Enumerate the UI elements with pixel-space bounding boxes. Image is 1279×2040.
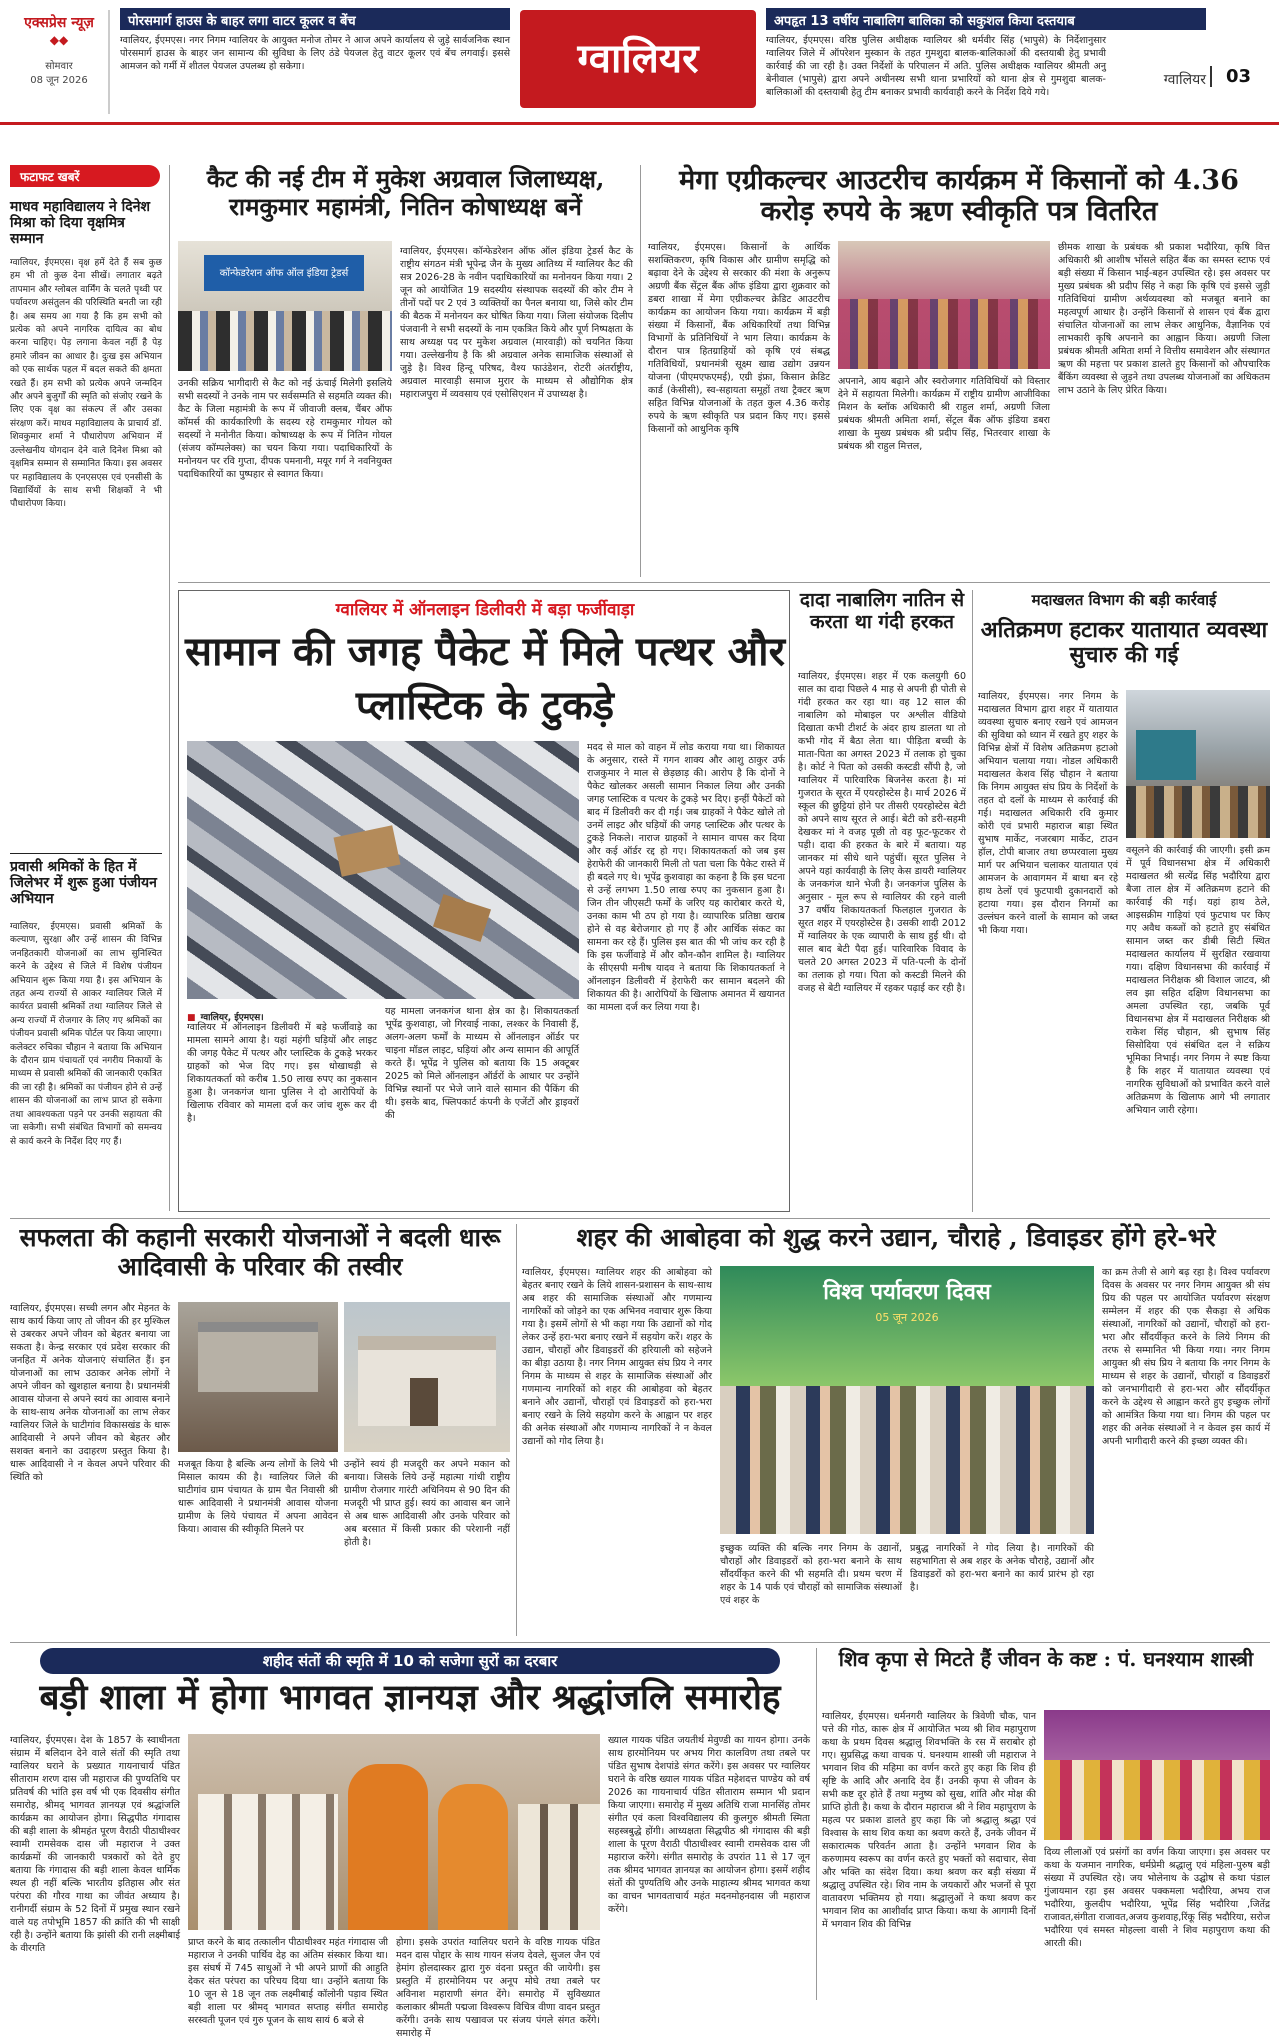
masthead <box>0 0 1279 125</box>
fatafat-item-2-head: प्रवासी श्रमिकों के हित में जिलेभर में शुरू हुआ पंजीयन अभियान <box>10 859 157 908</box>
issue-day: सोमवार <box>45 61 73 72</box>
mega-text-1: ग्वालियर, ईएमएस। किसानों के आर्थिक सशक्तिकरण, कृषि विकास और ग्रामीण समृद्धि को बढ़ावा देने के उद्देश्य से सरकार की मंशा के अनुरूप अग्रणी बैंक सेंट्रल बैंक ऑफ इंडिया द्वारा शुक्रवार को डबरा शाखा में मेगा एग्रीकल्चर क्रेडिट आउटरीच कार्यक्रम का आयोजन किया गया। कार्यक्रम में बड़ी संख्या में किसानों, बैंक अधिकारियों तथा विभिन्न विभागों के प्रतिनिधियों ने भाग लिया। कार्यक्रम के दौरान पात्र हितग्राहियों को कृषि एवं संबद्ध गतिविधियों, प्रधानमंत्री सूक्ष्म खाद्य उद्योग उन्नयन योजना (पीएमएफएमई), एग्री इंफ्रा, किसान क्रेडिट कार्ड (केसीसी), स्व-सहायता समूहों तथा ट्रैक्टर ऋण सहित विभिन्न योजनाओं के तहत कुल 4.36 करोड़ रुपये के ऋण स्वीकृति पत्र प्रदान किए गए। इससे किसानों को आधुनिक कृषि <box>648 242 830 435</box>
shehar-story <box>522 1224 1270 1636</box>
crowd-icon <box>838 299 1050 369</box>
safalta-story <box>10 1224 510 1636</box>
fraud-caption: ग्वालियर, ईएमएस। <box>200 1013 264 1023</box>
masthead-divider <box>108 10 110 114</box>
encroach-photo <box>1126 690 1270 838</box>
vertical-rule-4 <box>816 1648 817 2000</box>
shiv-story <box>822 1648 1270 2000</box>
mega-text-3: छीमक शाखा के प्रबंधक श्री प्रकाश भदौरिया, कृषि वित्त अधिकारी श्री आशीष भोंसले सहित बैंक का समस्त स्टाफ एवं बड़ी संख्या में किसान भाई-बहन उपस्थित रहे। इस अवसर पर मुख्य प्रबंधक श्री प्रदीप सिंह ने कहा कि कृषि एवं इससे जुड़ी गतिविधियां ग्रामीण अर्थव्यवस्था को मजबूत बनाने का महत्वपूर्ण आधार है। उन्होंने किसानों से शासन एवं बैंक द्वारा संचालित योजनाओं का लाभ लेकर आधुनिक, वैज्ञानिक एवं लाभकारी कृषि अपनाने का आह्वान किया। अग्रणी जिला प्रबंधक श्रीमती अमिता शर्मा ने वित्तीय समावेशन और संस्थागत ऋण की महत्ता पर प्रकाश डालते हुए किसानों को औपचारिक बैंकिंग व्यवस्था से जुड़ने तथा उपलब्ध योजनाओं का अधिकतम लाभ उठाने के लिए प्रेरित किया। <box>1058 242 1270 396</box>
cait-story <box>178 165 633 577</box>
fraud-photo <box>187 741 579 999</box>
shiv-text-2: दिव्य लीलाओं एवं प्रसंगों का वर्णन किया जाएगा। इस अवसर पर कथा के यजमान नागरिक, धर्मप्रेमी श्रद्धालु एवं महिला-पुरुष बड़ी संख्या में उपस्थित रहे। जय भोलेनाथ के उद्घोष से कथा पंडाल गुंजायमान रहा इस अवसर पक्कमला भदौरिया, अभय राज भदौरिया, कुलदीप भदौरिया, भूपेंद्र सिंह भदौरिया ,जितेंद्र राजावत,संगीता राजावत,अजय कुशवाह,रिंकू सिंह भदौरिया, सरोज भदौरिया एवं समस्त मोहल्ला वासी ने शिव महापुराण कथा की आरती की। <box>1044 1847 1270 1949</box>
shehar-text-3: प्रबुद्ध नागरिकों ने गोद लिया है। नागरिकों की सहभागिता से अब शहर के अनेक चौराहे, उद्यानों और डिवाइडरों को हरा-भरा बनाने का कार्य प्रारंभ हो रहा है। <box>910 1543 1094 1593</box>
people-icon <box>1044 1760 1270 1840</box>
shehar-text-1: ग्वालियर, ईएमएस। ग्वालियर शहर की आबोहवा को बेहतर बनाए रखने के लिये शासन-प्रशासन के साथ-साथ अब शहर की सामाजिक संस्थाओं और गणमान्य नागरिकों को जोड़ने का एक अभिनव नवाचार शुरू किया गया है। इसमें लोगों से भी कहा गया कि उद्यानों को गोद लेकर उन्हें हरा-भरा बनाए रखने में सहयोग करें। शहर के उद्यान, चौराहों और डिवाइडरों की हरियाली को सहेजने का बीड़ा उठाया है। नगर निगम आयुक्त संघ प्रिय ने नगर निगम के माध्यम से शहर के सामाजिक संस्थाओं और गणमान्य नागरिकों को शहर की आबोहवा को बेहतर बनाने और उद्यानों, चौराहों एवं डिवाइडरों को हरा-भरा बनाए रखने के लिये सहयोग करने के आह्वान पर शहर की अनेक संस्थाओं और गणमान्य नागरिकों ने न केवल उद्यानों को गोद लिया है। <box>522 1267 712 1447</box>
mega-text-2: अपनाने, आय बढ़ाने और स्वरोजगार गतिविधियों को विस्तार देने में सहायता मिलेगी। कार्यक्रम में राष्ट्रीय ग्रामीण आजीविका मिशन के ब्लॉक अधिकारी श्री राहुल शर्मा, अग्रणी जिला प्रबंधक श्रीमती अमिता शर्मा, सेंट्रल बैंक ऑफ इंडिया डबरा शाखा के मुख्य प्रबंधक श्री प्रदीप सिंह, भितरवार शाखा के प्रबंधक श्री राहुल मित्तल, <box>838 376 1050 452</box>
bhagwat-story <box>10 1648 810 2039</box>
top-right-story <box>766 8 1206 116</box>
fraud-text-3: मदद से माल को वाहन में लोड कराया गया था। शिकायत के अनुसार, रास्ते में गगन शाक्य और आशु ठाकुर उर्फ राजकुमार ने माल से छेड़छाड़ की। आरोप है कि दोनों ने पैकेट खोलकर असली सामान निकाल लिया और उनकी जगह प्लास्टिक व पत्थर के टुकड़े भर दिए। इन्हीं पैकेटों को बाद में डिलीवरी कर दी गई। जब ग्राहकों ने पैकेट खोले तो उनमें लाइट और घड़ियों की जगह प्लास्टिक और पत्थर के टुकड़े निकले। नाराज ग्राहकों ने सामान वापस कर दिया और कई ऑर्डर रद्द हो गए। शिकायतकर्ता को जब इस हेराफेरी की जानकारी मिली तो पता चला कि पैकेट रास्ते में ही बदले गए थे। भूपेंद्र कुशवाहा का कहना है कि इस घटना से उन्हें लगभग 1.50 लाख रुपए का नुकसान हुआ है। जिन तीन जीएसटी फर्मों के जरिए यह कारोबार करते थे, उनका काम भी ठप हो गया है। व्यापारिक प्रतिष्ठा खराब होने से वह बेरोजगार हो गए हैं और आर्थिक संकट का सामना कर रहे हैं। पुलिस इस बात की भी जांच कर रही है कि इस फर्जीवाड़े में और कौन-कौन शामिल है। ग्वालियर के सीएसपी मनीष यादव ने बताया कि शिकायतकर्ता ने ऑनलाइन डिलीवरी में हेराफेरी कर सामान बदलने की शिकायत की है। आरोपियों के खिलाफ अमानत में खयानत का मामला दर्ज कर लिया गया है। <box>587 742 785 1013</box>
shiv-photo <box>1044 1710 1270 1840</box>
issue-date: 08 जून 2026 <box>30 75 88 86</box>
dada-headline: दादा नाबालिग नातिन से करता था गंदी हरकत <box>799 589 965 633</box>
shiv-text-1: ग्वालियर, ईएमएस। धर्मनगरी ग्वालियर के त्रिवेणी चौक, पान पत्ते की गोठ, कारू क्षेत्र में आयोजित भव्य श्री शिव महापुराण कथा के प्रथम दिवस श्रद्धालु शिवभक्ति के रस में सराबोर हो गए। सुप्रसिद्ध कथा वाचक पं. घनश्याम शास्त्री जी महाराज ने भगवान शिव की महिमा का वर्णन करते हुए कहा कि शिव ही सृष्टि के आदि और अनादि देव हैं। उनकी कृपा से जीवन के सभी कष्ट दूर होते हैं तथा मनुष्य को सुख, शांति और मोक्ष की प्राप्ति होती है। कथा के दौरान महाराज श्री ने शिव महापुराण के महत्व पर प्रकाश डालते हुए कहा कि जो श्रद्धालु श्रद्धा एवं विश्वास के साथ शिव कथा का श्रवण करते हैं, उनके जीवन में सकारात्मक परिवर्तन आता है। उन्होंने भगवान शिव के करुणामय स्वरूप का वर्णन करते हुए भक्तों को सदाचार, सेवा और भक्ति का संदेश दिया। कथा श्रवण कर बड़ी संख्या में श्रद्धालु उपस्थित रहे। शिव नाम के जयकारों और भजनों से पूरा वातावरण भक्तिमय हो गया। श्रद्धालुओं ने कथा श्रवण कर भगवान शिव का आशीर्वाद प्राप्त किया। कथा के आगामी दिनों में भगवान शिव की विभिन्न <box>822 1711 1036 1930</box>
shehar-text-2: इच्छुक व्यक्ति की बल्कि नगर निगम के उद्यानों, चौराहों और डिवाइडरों को हरा-भरा बनाने के साथ सौंदर्यीकृत करने की भी सहमति दी। प्रथम चरण में शहर के 14 पार्क एवं चौराहों को सामाजिक संस्थाओं एवं शहर के <box>720 1543 902 1606</box>
encroach-story <box>978 590 1270 1212</box>
safalta-headline: सफलता की कहानी सरकारी योजनाओं ने बदली धारू आदिवासी के परिवार की तस्वीर <box>19 1223 501 1281</box>
shehar-banner <box>720 1266 1094 1386</box>
bhagwat-text-4: ख्याल गायक पंडित जयतीर्थ मेवुण्डी का गायन होगा। उनके साथ हारमोनियम पर अभय गिरा कालविण तथा तबले पर पंडित सुभाष देशपांडे संगत करेंगे। इस अवसर पर ग्वालियर घराने के वरिष्ठ ख्याल गायक पंडित महेशदत्त पाण्डेय को वर्ष 2026 का गायनाचार्य पंडित सीताराम सम्मान भी प्रदान किया जाएगा। समारोह में मुख्य अतिथि राजा मानसिंह तोमर संगीत एवं कला विश्वविद्यालय की कुलगुरु श्रीमती स्मिता सहस्त्रबुद्धे होंगी। आध्यक्षता सिद्धपीठ श्री गंगादास की बड़ी शाला के पूरण वैराठी पीठाधीश्वर स्वामी रामसेवक दास जी महाराज करेंगे। संगीत समारोह के उपरांत 11 से 17 जून तक श्रीमद भागवत ज्ञानयज्ञ का आयोजन होगा। इसमें शहीद संतों की पुण्यतिथि और उनके माहात्म्य श्रीमद भागवत कथा का वाचन भागवताचार्य महंत मदनमोहनदास जी महाराज करेंगे। <box>608 1735 810 1915</box>
safalta-photo-1 <box>178 1302 338 1452</box>
vertical-rule-1 <box>640 165 641 577</box>
logo-mark-icon: ◆◆ <box>49 33 69 47</box>
encroach-headline: अतिक्रमण हटाकर यातायात व्यवस्था सुचारु की गई <box>980 617 1268 669</box>
house-icon <box>198 1322 318 1392</box>
fatafat-item-1-text: ग्वालियर, ईएमएस। वृक्ष हमें देते हैं सब कुछ हम भी तो कुछ देना सीखें। लगातार बढ़ते तापमान और ग्लोबल वार्मिंग के चलते पृथ्वी पर पर्यावरण असंतुलन की परिस्थिति बनती जा रही है। अब समय आ गया है कि हम सभी को प्रत्येक को अपने नागरिक दायित्व का बोध करना चाहिए। पेड़ लगाना केवल नहीं है पेड़ हमारे जीवन का आधार है। दुःख इस अभियान को एक सार्थक पहल में बदल सकते की क्षमता रखते हैं। हम सभी को प्रत्येक अपने जन्मदिन और अपने बुजुर्गों की स्मृति को संजोए रखने के लिए एक वृक्ष का संकल्प लें और उसका संरक्षण करें। माधव महाविद्यालय के प्राचार्य डॉ. शिवकुमार शर्मा ने पौधारोपण अभियान में उल्लेखनीय योगदान देने वाले दिनेश मिश्रा को वृक्षमित्र सम्मान से सम्मानित किया। इस अवसर पर महाविद्यालय के एनएसएस एवं एनसीसी के विद्यार्थियों के साथ सभी शिक्षकों ने भी पौधारोपण किया। <box>10 258 162 510</box>
horizontal-rule-2 <box>10 1218 1270 1219</box>
shehar-banner-date: 05 जून 2026 <box>875 1311 939 1324</box>
city-banner <box>520 10 756 108</box>
top-left-text: ग्वालियर, ईएमएस। नगर निगम ग्वालियर के आयुक्त मनोज तोमर ने आज अपने कार्यालय से जुड़े सार्वजनिक स्थान पोरसमार्ग हाउस के बाहर जन सामान्य की सुविधा के लिए ठंडे पेयजल हेतु वाटर कूलर एवं बेंच लगवाई। इससे आमजन को गर्मी में शीतल पेयजल उपलब्ध हो सकेगा। <box>120 35 510 72</box>
shehar-banner-title: विश्व पर्यावरण दिवस <box>823 1279 991 1305</box>
people-icon <box>198 1794 338 1930</box>
bhagwat-kicker: शहीद संतों की स्मृति में 10 को सजेगा सुरों का दरबार <box>262 1652 558 1670</box>
fatafat-item-1-head: माधव महाविद्यालय ने दिनेश मिश्रा को दिया वृक्षमित्र सम्मान <box>10 199 151 248</box>
cait-text-2: उनकी सक्रिय भागीदारी से कैट को नई ऊंचाई मिलेगी इसलिये सभी सदस्यों ने उनके नाम पर सर्वसम्मति से सहमति व्यक्त की। कैट के जिला महामंत्री के रूप में जीवाजी क्लब, चैंबर ऑफ कॉमर्स की कार्यकारिणी के सदस्य रहे रामकुमार गोयल को सदस्यों ने मनोनीत किया। कोषाध्यक्ष के रूप में नितिन गोयल (संजय कॉम्पलेक्स) का चयन किया गया। पदाधिकारियों के मनोनयन पर रवि गुप्ता, दीपक पमनानी, मयूर गर्ग ने नवनियुक्त पदाधिकारियों का पुष्पहार से स्वागत किया। <box>178 378 392 480</box>
encroach-text-1: ग्वालियर, ईएमएस। नगर निगम के मदाखलत विभाग द्वारा शहर में यातायात व्यवस्था सुचारु बनाए रखने एवं आमजन की सुविधा को ध्यान में रखते हुए शहर के विभिन्न क्षेत्रों में विशेष अतिक्रमण हटाओ अभियान चलाया गया। नोडल अधिकारी मदाखलत केशव सिंह चौहान ने बताया कि निगम आयुक्त संघ प्रिय के निर्देशों के तहत दो दलों के माध्यम से कार्रवाई की गई। मदाखलत अधिकारी रवि कुमार कोरी एवं प्रभारी महाराज बाड़ा स्थित सुभाष मार्केट, नजरबाग मार्केट, टाउन हॉल, टोपी बाजार तथा छप्परवाला मुख्य मार्ग पर अभियान चलाकर यातायात एवं आमजन के आवागमन में बाधा बन रहे हाथ ठेलों एवं फुटपाथी दुकानदारों को हटाया गया। इस दौरान निगमों का उल्लंघन करने वालों के सामान को जब्त भी किया गया। <box>978 691 1118 936</box>
shop-icon <box>1136 730 1196 780</box>
dada-text: ग्वालियर, ईएमएस। शहर में एक कलयुगी 60 साल का दादा पिछले 4 माह से अपनी ही पोती से गंदी हरकत कर रहा था। वह 12 साल की नाबालिग को मोबाइल पर अश्लील वीडियो दिखाता कभी टीशर्ट के अंदर हाथ डालता था तो कभी गोद में बैठा लेता था। पीड़िता बच्ची के माता-पिता का अगस्त 2023 में तलाक हो चुका है। कोर्ट ने पिता को उसकी कस्टडी सौंपी है, जो ग्वालियर में पारिवारिक बिजनेस करता है। मां गुजरात के सूरत में एयरहोस्टेस है। मार्च 2026 में स्कूल की छुट्टियां होने पर तीसरी एयरहोस्टेस बेटी को अपने साथ सूरत ले आई। बेटी को डरी-सहमी देखकर मां ने वजह पूछी तो वह फूट-फूटकर रो पड़ी। दादा की हरकत के बारे में बताया। यह जानकर मां सीधे थाने पहुंचीं। सूरत पुलिस ने अपने यहां कार्यवाही के लिए केस डायरी ग्वालियर के जनकगंज थाने भेजी है। जनकगंज पुलिस के अनुसार - मूल रूप से ग्वालियर की रहने वाली 37 वर्षीय शिकायतकर्ता फिलहाल गुजरात के सूरत शहर में एयरहोस्टेस है। उसकी शादी 2012 में ग्वालियर के एक व्यापारी के साथ हुई थी। दो साल बाद बेटी पैदा हुई। पारिवारिक विवाद के चलते 20 अगस्त 2023 में पति-पत्नी के दोनों का तलाक हो गया। पिता को कस्टडी मिलने की वजह से बेटी ग्वालियर में रहकर पढ़ाई कर रही है। <box>798 671 966 994</box>
dateline-icon: ■ <box>187 1013 196 1023</box>
fatafat-column <box>10 165 170 1211</box>
shehar-text-4: का क्रम तेजी से आगे बढ़ रहा है। विश्व पर्यावरण दिवस के अवसर पर नगर निगम आयुक्त श्री संघ प्रिय की पहल पर आयोजित पर्यावरण संरक्षण सम्मेलन में शहर की एक सैकड़ा से अधिक संस्थाओं, नागरिकों को उद्यानों, चौराहों को हरा-भरा और सौंदर्यीकृत करने के लिये निगम की तरफ से सम्मानित भी किया गया। नगर निगम आयुक्त श्री संघ प्रिय ने बताया कि नगर निगम के माध्यम से शहर के उद्यानों, चौराहों व डिवाइडरों को जनभागीदारी से हरा-भरा और सौंदर्यीकृत करने के उद्देश्य से आह्वान करते हुए इच्छुक लोगों को आमंत्रित किया गया था। निगम की पहल पर शहर की अनेक संस्थाओं ने न केवल इस कार्य में अपनी भागीदारी करने की इच्छा व्यक्त की। <box>1102 1267 1270 1447</box>
cait-text-1: ग्वालियर, ईएमएस। कॉन्फेडरेशन ऑफ ऑल इंडिया ट्रेडर्स कैट के राष्ट्रीय संगठन मंत्री भूपेन्द्र जैन के मुख्य आतिथ्य में ग्वालियर कैट की सत्र 2026-28 के नवीन पदाधिकारियों का मनोनयन किया गया। 2 जून को आयोजित 19 सदस्यीय संस्थापक सदस्यों की कोर टीम ने तीनों पदों पर 2 एवं 3 व्यक्तियों का पैनल बनाया था, जिसे कोर टीम की बैठक में मनोनयन कर घोषित किया गया। जिला संयोजक दिलीप पंजवानी ने सभी सदस्यों के नाम एकत्रित किये और पूर्ण निष्पक्षता के साथ अध्यक्ष पद पर मुकेश अग्रवाल (मारवाड़ी) को चयनित किया गया। उल्लेखनीय है कि श्री अग्रवाल अनेक सामाजिक संस्थाओं से जुड़े है। विश्व हिन्दू परिषद, वैश्य फाउंडेशन, रोटरी अंतर्राष्ट्रीय, अग्रवाल मारवाड़ी समाज मुरार के माध्यम से औद्योगिक क्षेत्र महाराजपुरा में व्यवसाय एवं एसोसिएशन में उपाध्यक्ष है। <box>400 246 633 400</box>
vertical-rule-2 <box>972 590 973 1212</box>
page-number: 03 <box>1210 66 1265 87</box>
encroach-text-2: वसूलने की कार्रवाई की जाएगी। इसी क्रम में पूर्व विधानसभा क्षेत्र में अधिकारी मदाखलत श्री सत्येंद्र सिंह भदौरिया द्वारा बैजा ताल क्षेत्र में अतिक्रमण हटाने की कार्रवाई की गई। यहां हाथ ठेले, आइसक्रीम गाड़ियां एवं फुटपाथ पर किए गए अवैध कब्जों को हटाते हुए संबंधित सामान जब्त कर डीबी सिटी स्थित मदाखलत कार्यालय में सुरक्षित रखवाया गया। दक्षिण विधानसभा की कार्रवाई में मदाखलत निरीक्षक श्री विशाल जाटव, श्री लव झा सहित दक्षिण विधानसभा का अमला उपस्थित रहा, जबकि पूर्व विधानसभा क्षेत्र में मदाखलत निरीक्षक श्री राकेश सिंह चौहान, श्री सुभाष सिंह सिसोदिया एवं संबंधित दल ने सक्रिय भूमिका निभाई। नगर निगम ने स्पष्ट किया है कि शहर में यातायात व्यवस्था एवं नागरिक सुविधाओं को प्रभावित करने वाले अतिक्रमण के खिलाफ आगे भी लगातार अभियान जारी रहेगा। <box>1126 845 1270 1116</box>
cait-people-icon <box>178 311 392 371</box>
encroach-kicker: मदाखलत विभाग की बड़ी कार्रवाई <box>1031 591 1217 609</box>
safalta-text-3: उन्होंने स्वयं ही मजदूरी कर अपने मकान को बनाया। जिसके लिये उन्हें महात्मा गांधी राष्ट्रीय ग्रामीण रोजगार गारंटी अधिनियम से 90 दिन की मजदूरी भी प्राप्त हुई। स्वयं का आवास बन जाने से अब धारू आदिवासी और उनके परिवार को अब बरसात में किसी प्रकार की परेशानी नहीं होती है। <box>344 1459 510 1548</box>
fatafat-item-2-text: ग्वालियर, ईएमएस। प्रवासी श्रमिकों के कल्याण, सुरक्षा और उन्हें शासन की विभिन्न जनहितकारी योजनाओं का लाभ सुनिश्चित करने के उद्देश्य से जिले में विशेष पंजीयन अभियान शुरू किया गया है। इस अभियान के तहत अन्य राज्यों से आकर ग्वालियर जिले में कार्यरत प्रवासी श्रमिकों तथा ग्वालियर जिले से अन्य राज्यों में रोजगार के लिए गए श्रमिकों का पंजीयन प्रवासी श्रमिक पोर्टल पर किया जाएगा। कलेक्टर रुचिका चौहान ने बताया कि अभियान के दौरान ग्राम पंचायतों एवं नगरीय निकायों के माध्यम से प्रवासी श्रमिकों की जानकारी एकत्रित की जा रही है। श्रमिकों का पंजीयन होने से उन्हें शासन की योजनाओं का लाभ प्राप्त हो सकेगा तथा आवश्यकता पड़ने पर उनकी सहायता की जा सकेगी। सभी संबंधित विभागों को समन्वय से कार्य करने के निर्देश दिए गए हैं। <box>10 922 162 1147</box>
fraud-text-2: यह मामला जनकगंज थाना क्षेत्र का है। शिकायतकर्ता भूपेंद्र कुशवाहा, जो गिरवाई नाका, लश्कर के निवासी हैं, अलग-अलग फर्मों के माध्यम से ऑनलाइन ऑर्डर पर चाइना मॉडल लाइट, घड़ियां और अन्य सामान की आपूर्ति करते हैं। भूपेंद्र ने पुलिस को बताया कि 15 अक्टूबर 2025 को मिले ऑनलाइन ऑर्डरों के आधार पर उन्होंने विभिन्न स्थानों पर भेजे जाने वाले सामान की पैकिंग की थी। इसके बाद, फ्लिपकार्ट कंपनी के एजेंटों और ड्राइवरों की <box>385 1006 579 1121</box>
city-name: ग्वालियर <box>577 35 699 82</box>
people-icon <box>720 1386 1094 1534</box>
horizontal-rule-3 <box>10 1642 1270 1643</box>
mega-photo <box>838 241 1050 369</box>
crowd-icon <box>1126 786 1270 838</box>
top-right-head: अपहृत 13 वर्षीय नाबालिग बालिका को सकुशल किया दस्तयाब <box>766 8 1206 30</box>
fraud-story <box>178 590 790 1212</box>
vertical-rule-3 <box>516 1224 517 1636</box>
cait-photo <box>178 241 392 371</box>
safalta-photo-2 <box>344 1302 510 1452</box>
packets-icon <box>187 741 579 999</box>
fraud-text-1: ग्वालियर में ऑनलाइन डिलीवरी में बड़े फर्जीवाड़े का मामला सामने आया है। यहां महंगी घड़ियों और लाइट की जगह पैकेट में पत्थर और प्लास्टिक के टुकड़े भरकर ग्राहकों को भेज दिए गए। इस धोखाधड़ी से शिकायतकर्ता को करीब 1.50 लाख रुपए का नुकसान हुआ है। जनकगंज थाना पुलिस ने दो आरोपियों के खिलाफ रविवार को मामला दर्ज कर जांच शुरू कर दी है। <box>187 1022 377 1124</box>
bhagwat-text-1: ग्वालियर, ईएमएस। देश के 1857 के स्वाधीनता संग्राम में बलिदान देने वाले संतों की स्मृति तथा ग्वालियर घराने के प्रख्यात गायनाचार्य पंडित सीताराम शरण दास जी महाराज की पुण्यतिथि पर प्रतिवर्ष की भांति इस वर्ष भी एक दिवसीय संगीत समारोह, श्रीमद् भागवत ज्ञानयज्ञ एवं श्रद्धांजलि कार्यक्रम का आयोजन होगा। सिद्धपीठ गंगादास की बड़ी शाला के श्रीमहंत पूरण वैराठी पीठाधीश्वर स्वामी रामसेवक दास जी महाराज ने उक्त कार्यक्रमों की जानकारी पत्रकारों को देते हुए बताया कि गंगादास की बड़ी शाला केवल धार्मिक स्थल ही नहीं बल्कि भारतीय इतिहास और संत परंपरा की गौरव गाथा का जीवंत अध्याय है। रानीगर्दी संग्राम के 52 दिनों में प्रमुख स्थान रखने वाले यह तपोभूमि 1857 की क्रांति की भी साक्षी रही है। उन्होंने बताया कि झांसी की रानी लक्ष्मीबाई के वीरगति <box>10 1735 180 1954</box>
fraud-headline: सामान की जगह पैकेट में मिले पत्थर और प्लास्टिक के टुकड़े <box>185 628 785 729</box>
mega-headline: मेगा एग्रीकल्चर आउटरीच कार्यक्रम में किसानों को 4.36 करोड़ रुपये के ऋण स्वीकृति पत्र वितरित <box>679 165 1239 228</box>
shehar-photo <box>720 1266 1094 1534</box>
people-icon <box>518 1804 600 1930</box>
bhagwat-text-2: प्राप्त करने के बाद तत्कालीन पीठाधीश्वर महंत गंगादास जी महाराज ने उनकी पार्थिव देह का अंतिम संस्कार किया था। इस संघर्ष में 745 साधुओं ने भी अपने प्राणों की आहुति देकर संत परंपरा का परिचय दिया था। उन्होंने बताया कि 10 जून से 18 जून तक लक्ष्मीबाई कॉलोनी पड़ाव स्थित बड़ी शाला पर श्रीमद् भागवत सप्ताह संगीत समारोह सरस्वती पूजन एवं गुरु पूजन के साथ सायं 6 बजे से <box>188 1937 388 2026</box>
dada-story <box>798 590 966 1212</box>
top-right-text: ग्वालियर, ईएमएस। वरिष्ठ पुलिस अधीक्षक ग्वालियर श्री धर्मवीर सिंह (भापुसे) के निर्देशानुसार ग्वालियर जिले में ऑपरेशन मुस्कान के तहत गुमशुदा बालक-बालिकाओं की दस्तयाबी हेतु प्रभावी कार्रवाई की जा रही है। उक्त निर्देशों के परिपालन में अति. पुलिस अधीक्षक ग्वालियर श्रीमती अनु बेनीवाल (भापुसे) द्वारा अपने अधीनस्थ सभी थाना प्रभारियों को थाना क्षेत्र से गुमशुदा बालक-बालिकाओं की दस्तयाबी हेतु टीम बनाकर प्रभावी कार्यवाही करने के निर्देश दिये गये। <box>766 35 1106 98</box>
saint-icon <box>438 1784 508 1930</box>
bhagwat-photo <box>188 1734 600 1930</box>
saint-icon <box>348 1764 428 1930</box>
cait-banner-text: कॉन्फेडरेशन ऑफ ऑल इंडिया ट्रेडर्स <box>204 255 364 291</box>
fraud-kicker: ग्वालियर में ऑनलाइन डिलीवरी में बड़ा फर्जीवाड़ा <box>335 600 635 620</box>
bhagwat-text-3: होगा। इसके उपरांत ग्वालियर घराने के वरिष्ठ गायक पंडित मदन दास पोद्दार के साथ गायन संजय देवले, सुजल जैन एवं हेमांग होलदास्कर द्वारा गुरु वंदना प्रस्तुत की जायेगी। इस प्रस्तुति में हारमोनियम पर अनूप मोघे तथा तबले पर अविनाश महाराणी संगत देंगे। समारोह में सुविख्यात कलाकार श्रीमती पद्मजा विश्वरूप विचित्र वीणा वादन प्रस्तुत करेंगी। उनके साथ पखावज पर संजय पंगले संगत करेंगे। समारोह में <box>396 1937 600 2039</box>
safalta-text-1: ग्वालियर, ईएमएस। सच्ची लगन और मेहनत के साथ कार्य किया जाए तो जीवन की हर मुश्किल से उबरकर अपने जीवन को बेहतर बनाया जा सकता है। केन्द्र सरकार एवं प्रदेश सरकार की जनहित में अनेक योजनाएं संचालित हैं। इन योजनाओं का लाभ उठाकर अनेक लोगों ने अपने जीवन को खुशहाल बनाया है। प्रधानमंत्री आवास योजना से अपने स्वयं का आवास बनाने के साथ-साथ अनेक योजनाओं का लाभ लेकर ग्वालियर जिले के घाटीगांव विकासखंड के धारू आदिवासी ने अपने जीवन को बेहतर और सशक्त बनाने का उदाहरण प्रस्तुत किया है। धारू आदिवासी ने न केवल अपने परिवार की स्थिति को <box>10 1303 170 1483</box>
paper-logo-box <box>14 14 104 109</box>
fatafat-label: फटाफट खबरें <box>10 165 160 187</box>
bhagwat-kicker-bar <box>40 1648 780 1674</box>
door-icon <box>410 1378 438 1426</box>
top-left-story <box>120 8 510 116</box>
cait-headline: कैट की नई टीम में मुकेश अग्रवाल जिलाध्यक्ष, रामकुमार महामंत्री, नितिन कोषाध्यक्ष बनें <box>206 164 605 221</box>
mega-story <box>648 165 1270 577</box>
horizontal-rule-1 <box>178 582 1270 583</box>
shiv-headline: शिव कृपा से मिटते हैं जीवन के कष्ट : पं. घनश्याम शास्त्री <box>838 1647 1254 1671</box>
fatafat-divider <box>10 853 162 854</box>
top-left-head: पोरसमार्ग हाउस के बाहर लगा वाटर कूलर व बेंच <box>120 8 510 30</box>
masthead-bottom-rule <box>0 122 1279 125</box>
paper-name: एक्सप्रेस न्यूज़ <box>24 15 94 31</box>
shehar-headline: शहर की आबोहवा को शुद्ध करने उद्यान, चौराहे , डिवाइडर होंगे हरे-भरे <box>576 1223 1216 1252</box>
safalta-text-2: मजबूत किया है बल्कि अन्य लोगों के लिये भी मिसाल कायम की है। ग्वालियर जिले की घाटीगांव ग्राम पंचायत के ग्राम चैत निवासी श्री धारू आदिवासी ने प्रधानमंत्री आवास योजना ग्रामीण के लिये पंचायत में अपना आवेदन किया। आवास की स्वीकृति मिलने पर <box>178 1459 338 1535</box>
bhagwat-headline: बड़ी शाला में होगा भागवत ज्ञानयज्ञ और श्रद्धांजलि समारोह <box>39 1677 781 1718</box>
page-label: ग्वालियर <box>1163 72 1206 88</box>
